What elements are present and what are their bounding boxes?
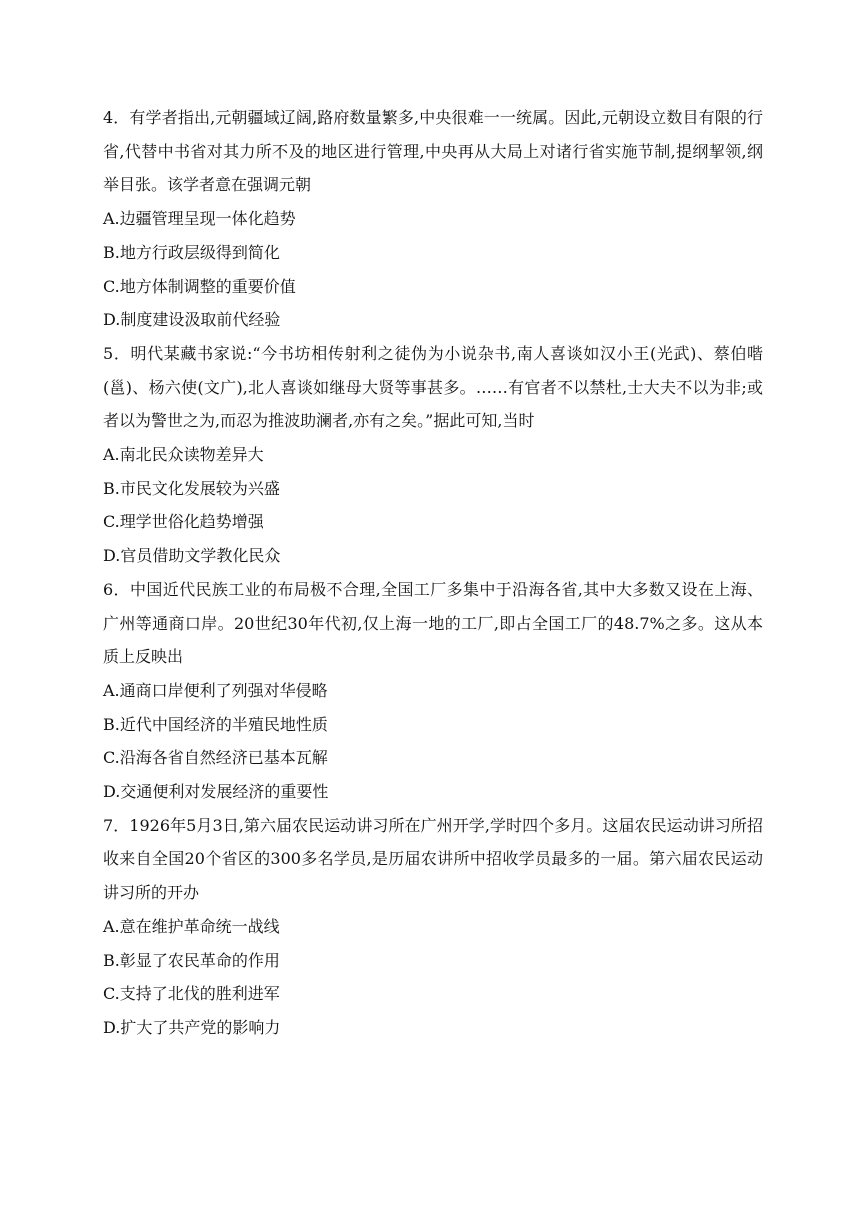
question-5-option-d: D.官员借助文学教化民众 — [103, 546, 281, 566]
question-5-stem: 5．明代某藏书家说:“今书坊相传射利之徒伪为小说杂书,南人喜谈如汉小王(光武)、蔡伯喈(邕)、杨六使(文广),北人喜谈如继母大贤等事甚多。……有官者不以禁杜,士大夫不以为非;或者以为警世之为,而忍为推波助澜者,亦有之矣。”据此可知,当时 — [103, 343, 763, 431]
question-4 — [103, 101, 763, 337]
question-4-option-b: B.地方行政层级得到简化 — [103, 242, 280, 262]
question-5-option-a: A.南北民众读物差异大 — [103, 445, 264, 465]
question-list — [103, 101, 763, 1045]
question-5-option-b: B.市民文化发展较为兴盛 — [103, 478, 280, 498]
question-4-option-a: A.边疆管理呈现一体化趋势 — [103, 209, 296, 229]
question-4-option-d: D.制度建设汲取前代经验 — [103, 310, 281, 330]
question-5 — [103, 337, 763, 573]
question-7-option-c: C.支持了北伐的胜利进军 — [103, 984, 280, 1004]
question-7-stem: 7．1926年5月3日,第六届农民运动讲习所在广州开学,学时四个多月。这届农民运动讲习所招收来自全国20个省区的300多名学员,是历届农讲所中招收学员最多的一届。第六届农民运动讲习所的开办 — [103, 815, 763, 903]
question-7-option-b: B.彰显了农民革命的作用 — [103, 950, 280, 970]
question-4-option-c: C.地方体制调整的重要价值 — [103, 276, 296, 296]
question-6-option-a: A.通商口岸便利了列强对华侵略 — [103, 680, 328, 700]
question-6-option-b: B.近代中国经济的半殖民地性质 — [103, 714, 328, 734]
question-6-option-d: D.交通便利对发展经济的重要性 — [103, 782, 329, 802]
question-6-stem: 6．中国近代民族工业的布局极不合理,全国工厂多集中于沿海各省,其中大多数又设在上海、广州等通商口岸。20世纪30年代初,仅上海一地的工厂,即占全国工厂的48.7%之多。这从本质上反映出 — [103, 579, 763, 667]
question-7-option-a: A.意在维护革命统一战线 — [103, 916, 280, 936]
question-7-option-d: D.扩大了共产党的影响力 — [103, 1017, 281, 1037]
question-6 — [103, 573, 763, 809]
question-5-option-c: C.理学世俗化趋势增强 — [103, 512, 264, 532]
question-7 — [103, 809, 763, 1045]
question-6-option-c: C.沿海各省自然经济已基本瓦解 — [103, 748, 328, 768]
question-4-stem: 4．有学者指出,元朝疆域辽阔,路府数量繁多,中央很难一一统属。因此,元朝设立数目有限的行省,代替中书省对其力所不及的地区进行管理,中央再从大局上对诸行省实施节制,提纲挈领,纲举目张。该学者意在强调元朝 — [103, 108, 763, 195]
